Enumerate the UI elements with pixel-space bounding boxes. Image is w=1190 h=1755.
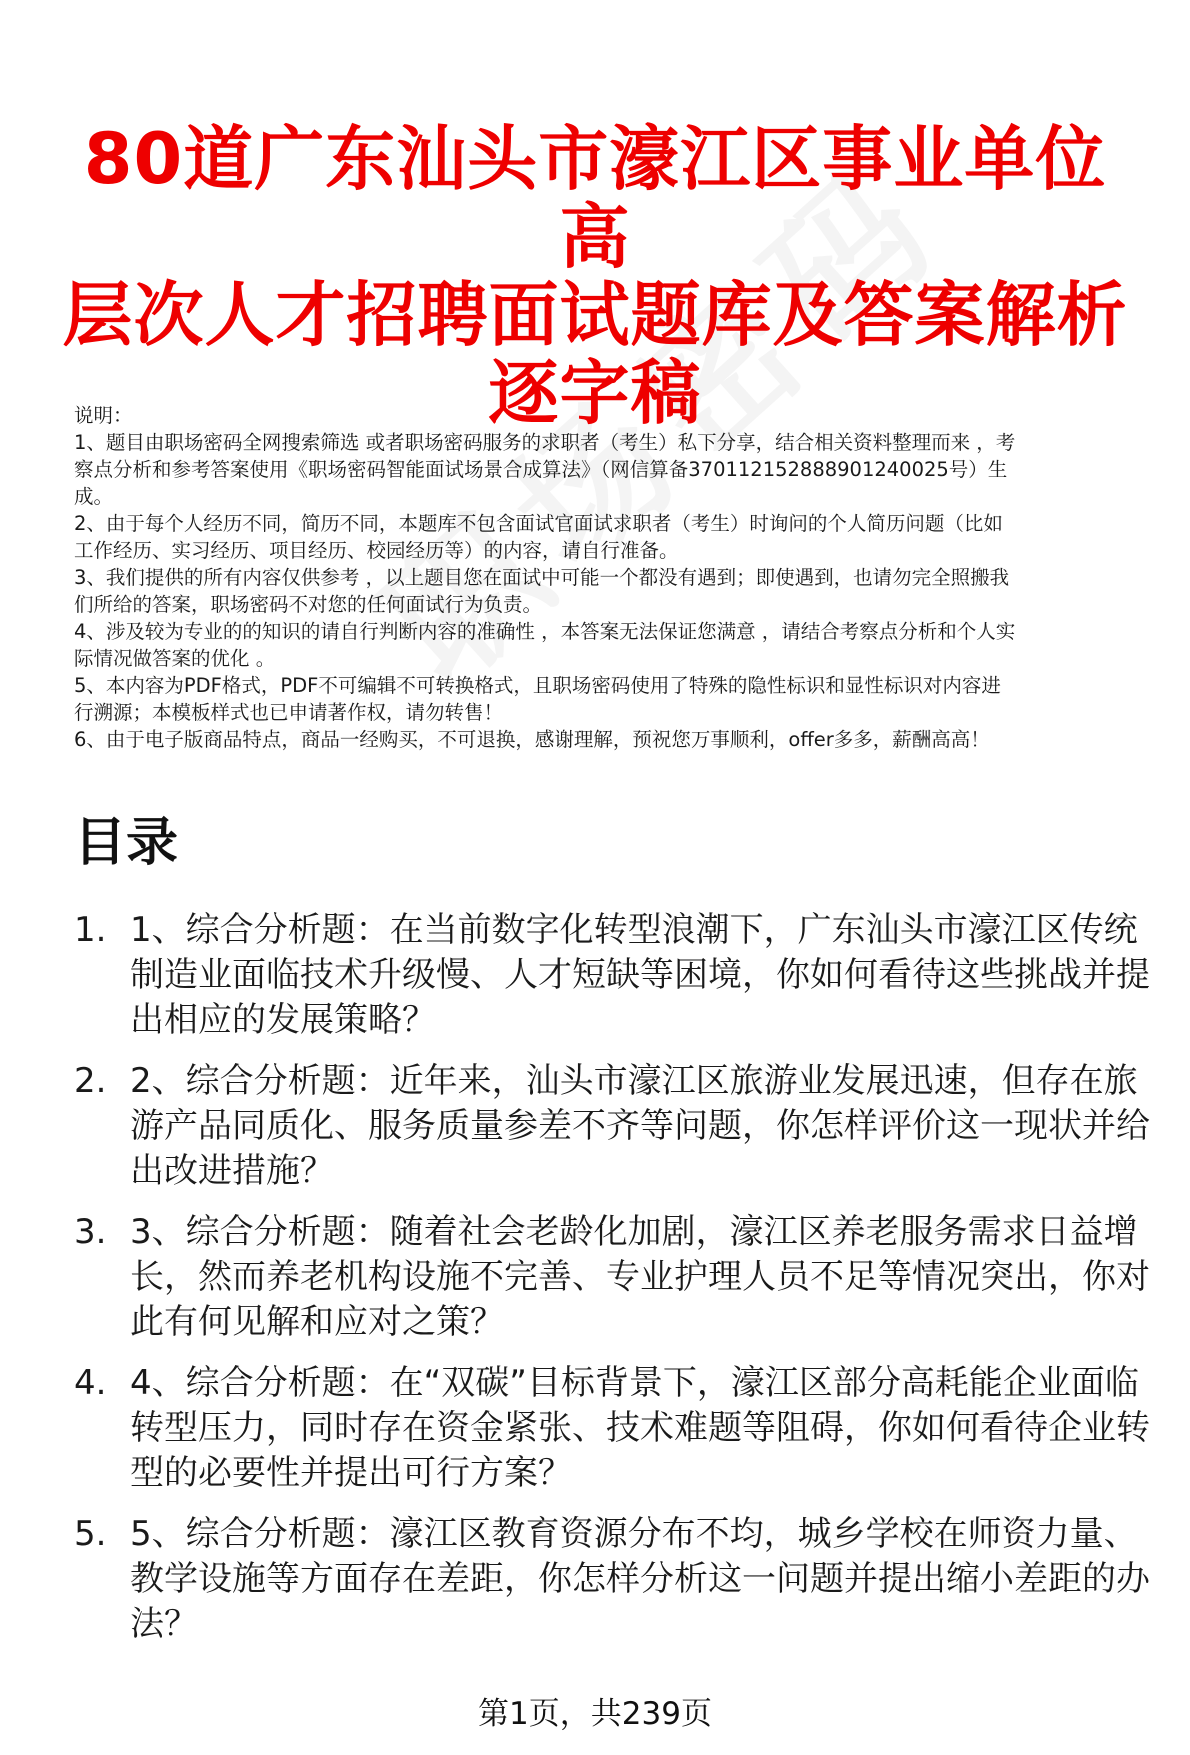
toc-item[interactable] [74,1361,1164,1496]
notes-line: 察点分析和参考答案使用《职场密码智能面试场景合成算法》（网信算备370112152888901240025号）生 [74,458,1008,481]
notes-line: 说明： [74,404,133,427]
notes-line: 5、本内容为PDF格式，PDF不可编辑不可转换格式，且职场密码使用了特殊的隐性标识和显性标识对内容进 [74,674,1001,697]
toc-item-number: 1. [74,910,107,950]
toc-item-number: 3. [74,1212,107,1252]
notes-line: 3、我们提供的所有内容仅供参考 ，以上题目您在面试中可能一个都没有遇到；即使遇到，也请勿完全照搬我 [74,566,1010,589]
toc-item-text[interactable]: 1、综合分析题：在当前数字化转型浪潮下，广东汕头市濠江区传统制造业面临技术升级慢、人才短缺等困境，你如何看待这些挑战并提出相应的发展策略？ [130,910,1150,1040]
toc-item-number: 4. [74,1363,107,1403]
toc-item-number: 2. [74,1061,107,1101]
toc-item[interactable] [74,1059,1164,1194]
page-number: 第1页，共239页 [478,1696,712,1732]
toc-item[interactable] [74,1210,1164,1345]
toc-item-number: 5. [74,1514,107,1554]
notes-line: 1、题目由职场密码全网搜索筛选 或者职场密码服务的求职者（考生）私下分享，结合相关资料整理而来 ，考 [74,431,1016,454]
table-of-contents [74,908,1164,1663]
toc-heading: 目录 [74,813,179,873]
notes-line: 工作经历、实习经历、项目经历、校园经历等）的内容，请自行准备。 [74,539,679,562]
toc-item-text[interactable]: 4、综合分析题：在“双碳”目标背景下，濠江区部分高耗能企业面临转型压力，同时存在资金紧张、技术难题等阻碍，你如何看待企业转型的必要性并提出可行方案？ [130,1363,1150,1493]
notes-line: 们所给的答案，职场密码不对您的任何面试行为负责。 [74,593,543,616]
notes-line: 6、由于电子版商品特点，商品一经购买，不可退换，感谢理解，预祝您万事顺利，offer多多，薪酬高高！ [74,728,990,751]
title-line-3: 逐字稿 [488,352,702,434]
toc-item-text[interactable]: 2、综合分析题：近年来，汕头市濠江区旅游业发展迅速，但存在旅游产品同质化、服务质量参差不齐等问题，你怎样评价这一现状并给出改进措施？ [130,1061,1150,1191]
instructions-block [74,402,1144,753]
title-line-1: 80道广东汕头市濠江区事业单位高 [83,118,1107,278]
toc-item-text[interactable]: 3、综合分析题：随着社会老龄化加剧，濠江区养老服务需求日益增长，然而养老机构设施不完善、专业护理人员不足等情况突出，你对此有何见解和应对之策？ [130,1212,1150,1342]
notes-line: 2、由于每个人经历不同，简历不同，本题库不包含面试官面试求职者（考生）时询问的个人简历问题（比如 [74,512,1003,535]
toc-item[interactable] [74,908,1164,1043]
notes-line: 际情况做答案的优化 。 [74,647,276,670]
toc-item-text[interactable]: 5、综合分析题：濠江区教育资源分布不均，城乡学校在师资力量、教学设施等方面存在差距，你怎样分析这一问题并提出缩小差距的办法？ [130,1514,1150,1644]
title-line-2: 层次人才招聘面试题库及答案解析 [62,274,1128,356]
notes-line: 成。 [74,485,114,508]
toc-item[interactable] [74,1512,1164,1647]
document-title [60,120,1130,432]
notes-line: 行溯源；本模板样式也已申请著作权，请勿转售！ [74,701,504,724]
notes-line: 4、涉及较为专业的的知识的请自行判断内容的准确性 ，本答案无法保证您满意 ，请结合考察点分析和个人实 [74,620,1016,643]
